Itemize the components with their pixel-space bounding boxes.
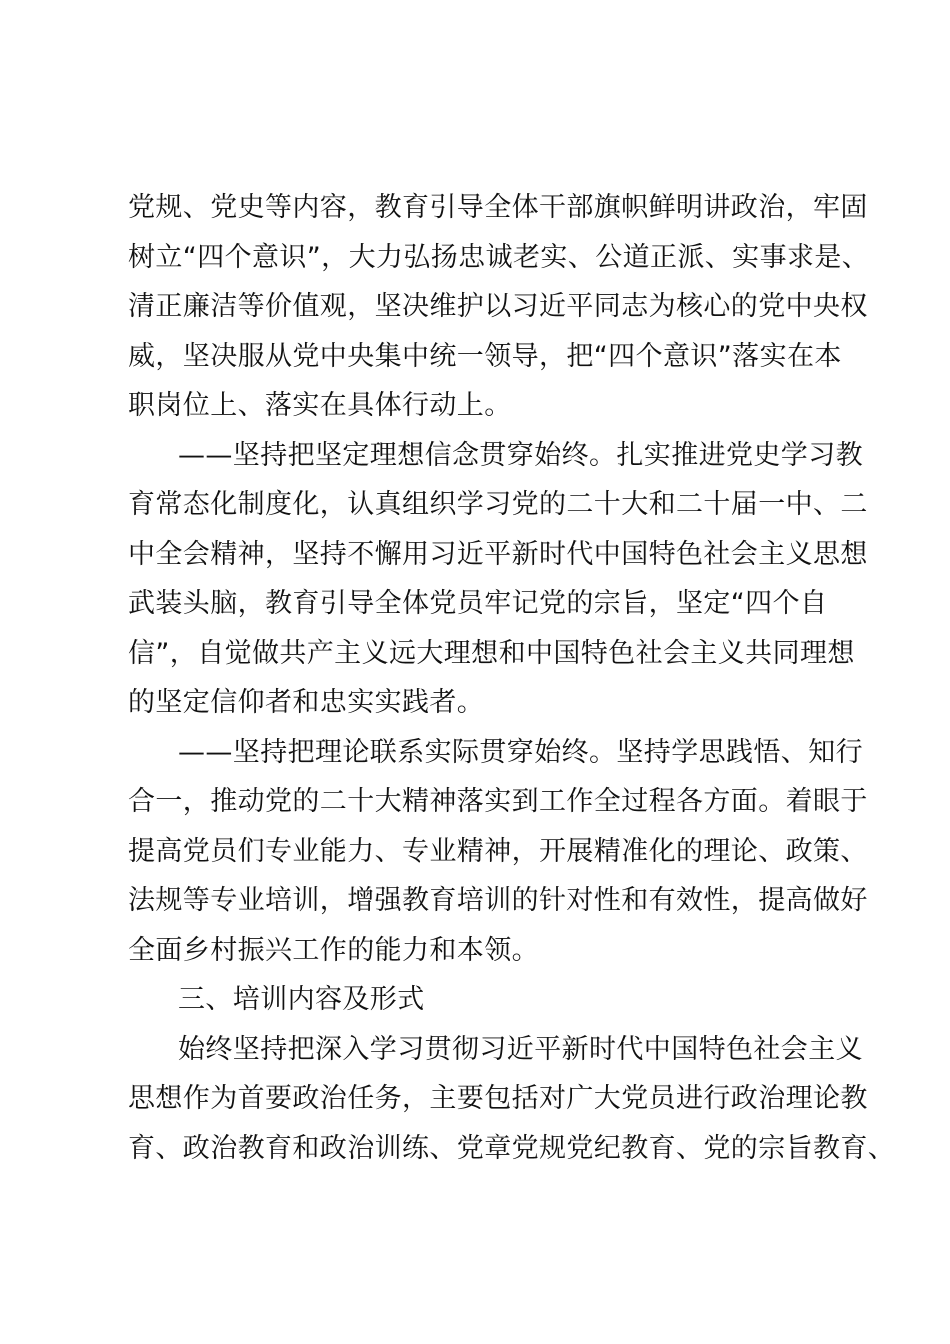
text-line: 武装头脑，教育引导全体党员牢记党的宗旨，坚定“四个自: [128, 588, 828, 619]
text-line: 法规等专业培训，增强教育培训的针对性和有效性，提高做好: [128, 885, 868, 916]
paragraph-start-line: ——坚持把坚定理想信念贯穿始终。扎实推进党史学习教: [178, 439, 863, 471]
text-line: 职岗位上、落实在具体行动上。: [128, 390, 512, 421]
text-line: 全面乡村振兴工作的能力和本领。: [128, 934, 539, 966]
document-body: [128, 183, 896, 1173]
paragraph-start-line: ——坚持把理论联系实际贯穿始终。坚持学思践悟、知行: [178, 736, 863, 768]
text-line: 合一，推动党的二十大精神落实到工作全过程各方面。着眼于: [128, 786, 868, 817]
text-line: 思想作为首要政治任务，主要包括对广大党员进行政治理论教: [128, 1083, 868, 1114]
text-line: 党规、党史等内容，教育引导全体干部旗帜鲜明讲政治，牢固: [128, 192, 868, 223]
section-heading: 三、培训内容及形式: [178, 984, 425, 1015]
text-line: 清正廉洁等价值观，坚决维护以习近平同志为核心的党中央权: [128, 291, 868, 322]
text-line: 中全会精神，坚持不懈用习近平新时代中国特色社会主义思想: [128, 538, 868, 570]
text-line: 育、政治教育和政治训练、党章党规党纪教育、党的宗旨教育、: [128, 1132, 896, 1164]
text-line: 提高党员们专业能力、专业精神，开展精准化的理论、政策、: [128, 835, 868, 867]
text-line: 的坚定信仰者和忠实实践者。: [128, 687, 485, 718]
text-line: 树立“四个意识”，大力弘扬忠诚老实、公道正派、实事求是、: [128, 241, 870, 273]
text-line: 育常态化制度化，认真组织学习党的二十大和二十届一中、二: [128, 489, 868, 520]
text-line: 信”，自觉做共产主义远大理想和中国特色社会主义共同理想: [128, 637, 855, 669]
paragraph-start-line: 始终坚持把深入学习贯彻习近平新时代中国特色社会主义: [178, 1033, 863, 1065]
text-line: 威，坚决服从党中央集中统一领导，把“四个意识”落实在本: [128, 340, 842, 372]
